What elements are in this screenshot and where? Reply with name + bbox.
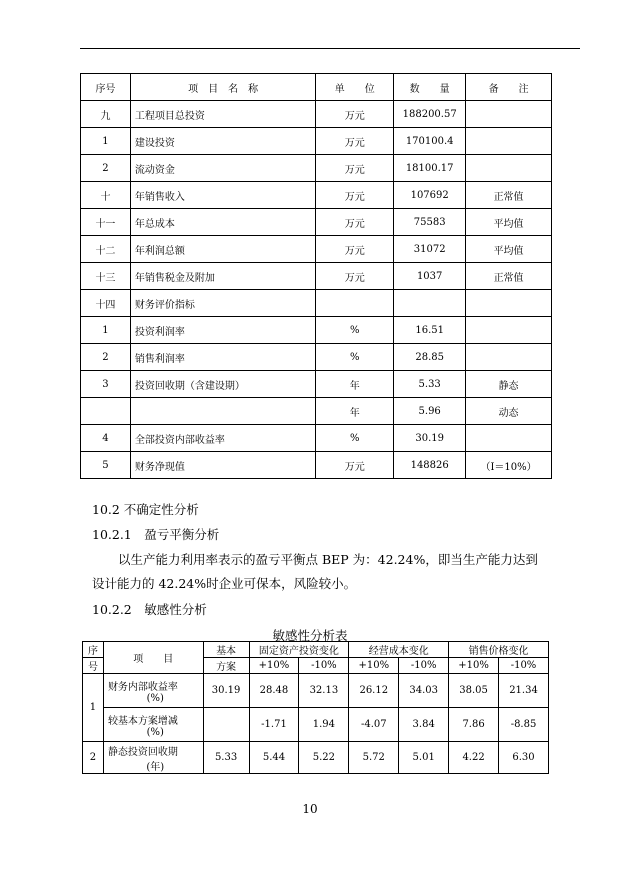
base-header-bottom: 方案 [203,658,249,674]
row-seq: 十 [81,182,131,209]
value-cell: 5.72 [349,742,399,774]
row-remark [466,425,552,452]
row-item-unit: (%) [146,726,164,738]
row-seq: 2 [81,344,131,371]
sub-header: +10% [349,658,399,674]
base-value: 5.33 [203,742,249,774]
value-cell: -8.85 [499,708,549,742]
value-cell: 34.03 [399,674,449,708]
item-header: 项 目 [103,642,203,674]
row-quantity [394,290,466,317]
table-row [81,101,552,128]
row-unit: 年 [316,371,394,398]
row-quantity: 1037 [394,263,466,290]
base-header-top: 基本 [203,642,249,658]
row-quantity: 188200.57 [394,101,466,128]
table-row [81,290,552,317]
row-name: 投资利润率 [130,317,315,344]
row-seq: 十四 [81,290,131,317]
row-seq: 4 [81,425,131,452]
row-remark: 动态 [466,398,552,425]
section-heading-uncertainty: 10.2 不确定性分析 [92,502,199,517]
row-remark: 静态 [466,371,552,398]
row-unit: % [316,317,394,344]
row-seq: 3 [81,371,131,398]
row-remark [466,317,552,344]
row-unit: 万元 [316,155,394,182]
value-cell: 5.22 [299,742,349,774]
sub-header: -10% [399,658,449,674]
value-cell: -1.71 [249,708,299,742]
row-quantity: 107692 [394,182,466,209]
table-caption: 敏感性分析表 [272,628,348,643]
section-heading-breakeven: 10.2.1 盈亏平衡分析 [92,527,220,542]
row-quantity: 148826 [394,452,466,479]
value-cell: 7.86 [449,708,499,742]
row-quantity: 30.19 [394,425,466,452]
row-quantity: 18100.17 [394,155,466,182]
group-header: 经营成本变化 [349,642,449,658]
base-value: 30.19 [203,674,249,708]
row-item-unit: (%) [146,692,164,704]
row-name: 年利润总额 [130,236,315,263]
section-heading-sensitivity: 10.2.2 敏感性分析 [92,602,207,617]
row-seq: 5 [81,452,131,479]
row-name: 建设投资 [130,128,315,155]
table-row [81,398,552,425]
value-cell: 26.12 [349,674,399,708]
row-remark: （I＝10%） [466,452,552,479]
base-value [203,708,249,742]
value-cell: 1.94 [299,708,349,742]
row-item-unit: (年) [146,761,165,773]
row-unit: 万元 [316,101,394,128]
column-header: 序号 [81,74,131,101]
row-name: 工程项目总投资 [130,101,315,128]
row-seq: 十一 [81,209,131,236]
row-quantity: 75583 [394,209,466,236]
row-name [130,398,315,425]
value-cell: 4.22 [449,742,499,774]
column-header: 数 量 [394,74,466,101]
row-seq: 2 [83,742,104,774]
row-quantity: 170100.4 [394,128,466,155]
row-unit [316,290,394,317]
table-row [81,452,552,479]
row-unit: 万元 [316,209,394,236]
row-name: 销售利润率 [130,344,315,371]
value-cell: 38.05 [449,674,499,708]
row-seq: 九 [81,101,131,128]
sensitivity-table [82,641,549,774]
row-seq: 十二 [81,236,131,263]
row-name: 投资回收期（含建设期） [130,371,315,398]
paragraph-line-1: 以生产能力利用率表示的盈亏平衡点 BEP 为：42.24%，即当生产能力达到 [118,552,538,567]
row-item-label: 财务内部收益率 [107,681,178,693]
row-name: 年销售收入 [130,182,315,209]
row-seq: 1 [83,674,104,742]
paragraph-line-2: 设计能力的 42.24%时企业可保本，风险较小。 [92,576,357,591]
row-item-label: 较基本方案增减 [107,715,178,727]
row-unit: % [316,425,394,452]
sub-header: +10% [449,658,499,674]
row-seq: 1 [81,128,131,155]
row-remark: 正常值 [466,263,552,290]
row-unit: 年 [316,398,394,425]
group-header: 固定资产投资变化 [249,642,349,658]
value-cell: 21.34 [499,674,549,708]
row-quantity: 5.33 [394,371,466,398]
sub-header: -10% [299,658,349,674]
row-remark: 平均值 [466,209,552,236]
row-unit: 万元 [316,263,394,290]
row-remark [466,344,552,371]
row-name: 年销售税金及附加 [130,263,315,290]
row-unit: 万元 [316,182,394,209]
row-item [103,708,203,742]
row-item [103,742,203,774]
table-row [81,128,552,155]
row-unit: 万元 [316,128,394,155]
row-seq: 2 [81,155,131,182]
row-quantity: 28.85 [394,344,466,371]
row-unit: 万元 [316,452,394,479]
value-cell: 5.44 [249,742,299,774]
table-row [81,344,552,371]
project-summary-table [80,73,552,479]
header-rule [80,48,580,49]
table-row [81,371,552,398]
row-remark: 平均值 [466,236,552,263]
table-row [81,209,552,236]
table-row [81,236,552,263]
column-header: 项 目 名 称 [130,74,315,101]
table-row [81,263,552,290]
group-header: 销售价格变化 [449,642,549,658]
row-remark: 正常值 [466,182,552,209]
row-quantity: 31072 [394,236,466,263]
row-remark [466,155,552,182]
sub-header: +10% [249,658,299,674]
header-row [81,74,552,101]
row-item-label: 静态投资回收期 [107,746,178,758]
row-quantity: 16.51 [394,317,466,344]
row-name: 流动资金 [130,155,315,182]
table-row [81,425,552,452]
seq-header-bottom: 号 [83,658,104,674]
sub-header: -10% [499,658,549,674]
row-remark [466,101,552,128]
row-remark [466,128,552,155]
row-seq: 1 [81,317,131,344]
row-quantity: 5.96 [394,398,466,425]
row-item [103,674,203,708]
value-cell: 28.48 [249,674,299,708]
column-header: 备 注 [466,74,552,101]
column-header: 单 位 [316,74,394,101]
table-row [81,182,552,209]
row-name: 财务评价指标 [130,290,315,317]
row-seq [81,398,131,425]
value-cell: 6.30 [499,742,549,774]
row-name: 财务净现值 [130,452,315,479]
value-cell: 32.13 [299,674,349,708]
row-name: 全部投资内部收益率 [130,425,315,452]
seq-header-top: 序 [83,642,104,658]
value-cell: -4.07 [349,708,399,742]
page-number: 10 [302,802,318,816]
row-name: 年总成本 [130,209,315,236]
row-remark [466,290,552,317]
table-row [81,317,552,344]
row-seq: 十三 [81,263,131,290]
table-row [81,155,552,182]
row-unit: % [316,344,394,371]
value-cell: 5.01 [399,742,449,774]
row-unit: 万元 [316,236,394,263]
value-cell: 3.84 [399,708,449,742]
